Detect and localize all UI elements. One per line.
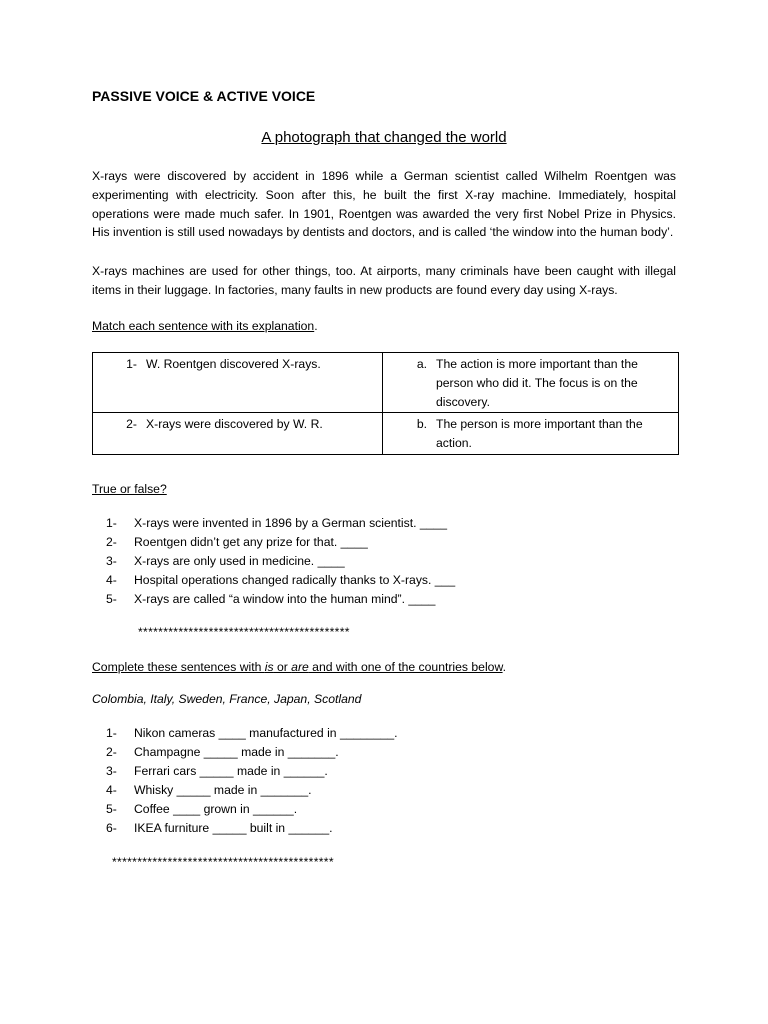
worksheet-heading: PASSIVE VOICE & ACTIVE VOICE: [92, 88, 316, 104]
instruction-are: are: [291, 660, 309, 674]
explanation-letter: a.: [416, 357, 427, 371]
list-item: [106, 762, 398, 781]
item-number: 1-: [106, 516, 117, 530]
explanation-text: The person is more important than the action.: [436, 417, 643, 451]
reading-paragraph-1: X-rays were discovered by accident in 1896 while a German scientist called Wilhelm Roentgen was experimenting with electricity. Soon after this, he built the first X-ray machine. Immediately, hospital operations were made much safer. In 1901, Roentgen was awarded the very first Nobel Prize in Physics. His invention is still used nowadays by dentists and doctors, and is called ‘the window into the human body’.: [92, 169, 676, 240]
item-number: 4-: [106, 783, 117, 797]
complete-sentences-list: [106, 724, 398, 838]
item-text: Ferrari cars _____ made in ______.: [134, 764, 328, 778]
separator-stars: ******************************************: [138, 625, 350, 639]
list-item: [106, 781, 398, 800]
item-text: Coffee ____ grown in ______.: [134, 802, 298, 816]
sentence-number: 1-: [126, 357, 137, 371]
sentence-cell: [93, 353, 383, 413]
sentence-cell: [93, 413, 383, 455]
sentence-number: 2-: [126, 417, 137, 432]
item-text: Champagne _____ made in _______.: [134, 745, 339, 759]
match-table: [92, 352, 679, 455]
item-text: Nikon cameras ____ manufactured in ________.: [134, 726, 398, 740]
table-row: [93, 413, 679, 455]
list-item: [106, 571, 455, 590]
instruction-is: is: [264, 660, 274, 674]
true-false-heading: True or false?: [92, 482, 167, 496]
explanation-cell: [383, 413, 679, 455]
item-number: 3-: [106, 554, 117, 568]
item-number: 5-: [106, 802, 117, 816]
sentence-text: X-rays were discovered by W. R.: [146, 417, 323, 432]
list-item: [106, 552, 455, 571]
table-row: [93, 353, 679, 413]
item-number: 4-: [106, 573, 117, 587]
instruction-or: or: [273, 660, 292, 674]
match-instruction-text: Match each sentence with its explanation: [92, 319, 315, 333]
match-instruction-period: .: [314, 319, 318, 333]
complete-instruction: [92, 660, 506, 674]
list-item: [106, 800, 398, 819]
item-text: Whisky _____ made in _______.: [134, 783, 312, 797]
item-number: 3-: [106, 764, 117, 778]
explanation-text: The action is more important than the person who did it. The focus is on the discovery.: [436, 357, 638, 409]
countries-list: Colombia, Italy, Sweden, France, Japan, Scotland: [92, 692, 362, 706]
reading-title: A photograph that changed the world: [261, 129, 507, 146]
item-number: 2-: [106, 745, 117, 759]
complete-instruction-text: [92, 660, 503, 674]
true-false-list: [106, 514, 455, 609]
item-number: 5-: [106, 592, 117, 606]
match-instruction: [92, 319, 318, 333]
instruction-part: and with one of the countries below: [308, 660, 503, 674]
explanation-cell: [383, 353, 679, 413]
list-item: [106, 514, 455, 533]
list-item: [106, 590, 455, 609]
reading-paragraph-2: X-rays machines are used for other things, too. At airports, many criminals have been caught with illegal items in their luggage. In factories, many faults in new products are found every day using X-rays.: [92, 264, 676, 297]
item-number: 6-: [106, 821, 117, 835]
instruction-part: Complete these sentences with: [92, 660, 265, 674]
instruction-period: .: [502, 660, 506, 674]
explanation-letter: b.: [416, 417, 427, 432]
item-text: Roentgen didn’t get any prize for that. ____: [134, 535, 368, 549]
item-number: 1-: [106, 726, 117, 740]
item-text: X-rays are called “a window into the human mind”. ____: [134, 592, 436, 606]
item-text: X-rays are only used in medicine. ____: [134, 554, 345, 568]
item-text: Hospital operations changed radically thanks to X-rays. ___: [134, 573, 456, 587]
sentence-text: W. Roentgen discovered X-rays.: [146, 357, 321, 371]
list-item: [106, 533, 455, 552]
separator-stars: ********************************************: [112, 855, 334, 869]
list-item: [106, 724, 398, 743]
item-text: IKEA furniture _____ built in ______.: [134, 821, 333, 835]
item-number: 2-: [106, 535, 117, 549]
list-item: [106, 743, 398, 762]
list-item: [106, 819, 398, 838]
item-text: X-rays were invented in 1896 by a German scientist. ____: [134, 516, 447, 530]
